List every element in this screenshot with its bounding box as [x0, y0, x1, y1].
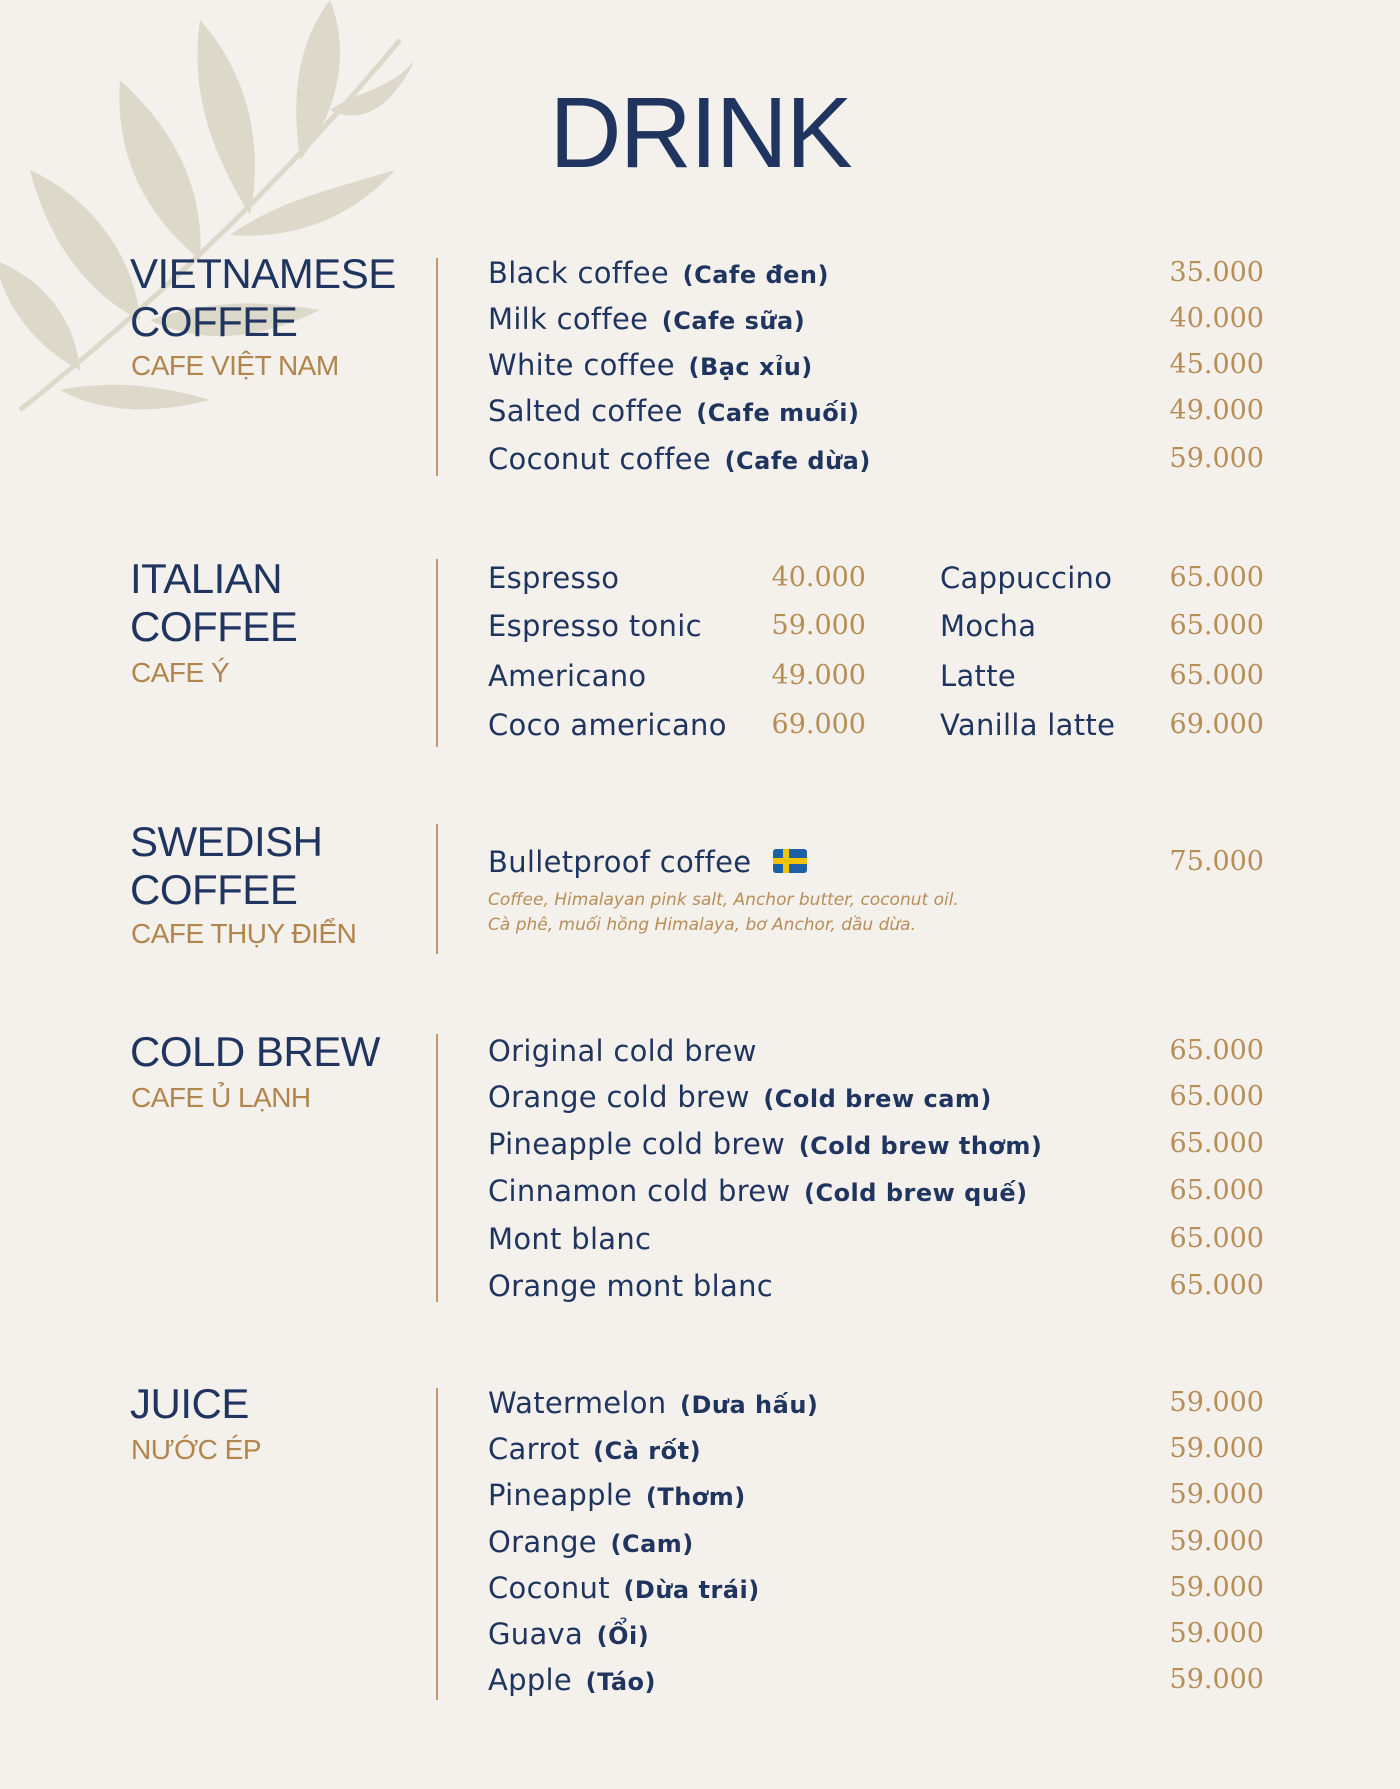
section-title-line: COFFEE [130, 866, 298, 913]
item-price: 65.000 [1169, 1223, 1264, 1254]
item-name: Guava [488, 1617, 584, 1651]
menu-item [488, 839, 1264, 885]
item-name: Milk coffee [488, 302, 649, 336]
item-note: (Cafe dừa) [724, 447, 871, 475]
item-name: Vanilla latte [940, 708, 1116, 742]
item-price: 59.000 [1169, 1526, 1264, 1557]
item-note: (Bạc xỉu) [688, 353, 813, 381]
item-price: 65.000 [1169, 610, 1264, 641]
item-name: Cappuccino [940, 561, 1113, 595]
menu-item [488, 436, 1264, 482]
item-name: Coconut [488, 1571, 610, 1605]
menu-item [488, 1168, 1264, 1214]
item-name: Original cold brew [488, 1034, 757, 1068]
item-price: 65.000 [1169, 660, 1264, 691]
section-subtitle: CAFE Ý [131, 657, 230, 688]
menu-item [940, 555, 1264, 601]
item-price: 45.000 [1169, 349, 1264, 380]
item-price: 69.000 [771, 709, 866, 740]
item-note: (Cold brew quế) [803, 1179, 1028, 1207]
item-note: (Dừa trái) [623, 1576, 760, 1604]
item-price: 59.000 [1169, 1387, 1264, 1418]
section-divider [436, 1034, 438, 1302]
item-price: 49.000 [1169, 395, 1264, 426]
item-price: 69.000 [1169, 709, 1264, 740]
menu-item [488, 1216, 1264, 1262]
menu-item [488, 1121, 1264, 1167]
item-price: 65.000 [1169, 562, 1264, 593]
section-title-line: JUICE [130, 1380, 249, 1427]
item-name: Coconut coffee [488, 442, 712, 476]
item-note: (Cam) [610, 1530, 694, 1558]
item-name: Mocha [940, 609, 1037, 643]
section-title-line: COFFEE [130, 603, 298, 650]
item-note: (Cafe muối) [696, 399, 860, 427]
menu-item [488, 250, 1264, 296]
menu-item [488, 1472, 1264, 1518]
item-name: Coco americano [488, 708, 727, 742]
item-name: Apple [488, 1663, 573, 1697]
section-title-line: COLD BREW [130, 1028, 380, 1075]
menu-item [488, 555, 866, 601]
section-title-line: VIETNAMESE [130, 250, 396, 297]
menu-item [488, 1426, 1264, 1472]
menu-item [488, 388, 1264, 434]
item-name: Orange mont blanc [488, 1269, 773, 1303]
item-note: (Cafe sữa) [661, 307, 806, 335]
section-title [130, 818, 323, 914]
section-title-line: ITALIAN [130, 555, 283, 602]
item-price: 35.000 [1169, 257, 1264, 288]
item-name: Americano [488, 659, 647, 693]
item-name: White coffee [488, 348, 675, 382]
menu-item [488, 1028, 1264, 1074]
menu-item [488, 653, 866, 699]
item-note: (Cà rốt) [593, 1437, 702, 1465]
menu-item [488, 342, 1264, 388]
item-description-vi: Cà phê, muối hồng Himalaya, bơ Anchor, dầu dừa. [488, 915, 916, 935]
item-name: Espresso [488, 561, 620, 595]
menu-item [488, 1380, 1264, 1426]
item-name: Salted coffee [488, 394, 683, 428]
item-note: (Cafe đen) [682, 261, 829, 289]
menu-item [940, 653, 1264, 699]
section-subtitle: CAFE Ủ LẠNH [131, 1082, 311, 1113]
menu-item [488, 296, 1264, 342]
item-price: 49.000 [771, 660, 866, 691]
menu-item [488, 1657, 1264, 1703]
item-description-en: Coffee, Himalayan pink salt, Anchor butter, coconut oil. [488, 890, 959, 910]
item-name: Orange [488, 1525, 597, 1559]
item-price: 59.000 [771, 610, 866, 641]
section-divider [436, 559, 438, 747]
menu-item [488, 1519, 1264, 1565]
menu-item [940, 702, 1264, 748]
item-price: 65.000 [1169, 1128, 1264, 1159]
item-name: Pineapple [488, 1478, 633, 1512]
item-price: 40.000 [1169, 303, 1264, 334]
section-title-line: SWEDISH [130, 818, 323, 865]
section-title [130, 1028, 380, 1076]
menu-item [488, 1611, 1264, 1657]
section-subtitle: NƯỚC ÉP [131, 1434, 261, 1465]
item-price: 75.000 [1169, 846, 1264, 877]
item-name: Bulletproof coffee [488, 845, 752, 879]
item-name: Cinnamon cold brew [488, 1174, 791, 1208]
menu-item [488, 603, 866, 649]
menu-item [488, 1263, 1264, 1309]
menu-item [940, 603, 1264, 649]
item-price: 59.000 [1169, 1433, 1264, 1464]
item-name: Mont blanc [488, 1222, 652, 1256]
menu-item [488, 702, 866, 748]
item-price: 59.000 [1169, 1618, 1264, 1649]
section-title [130, 1380, 249, 1428]
section-subtitle: CAFE VIỆT NAM [131, 350, 339, 381]
item-name: Black coffee [488, 256, 670, 290]
item-price: 59.000 [1169, 1664, 1264, 1695]
section-divider [436, 824, 438, 954]
item-note: (Thơm) [645, 1483, 746, 1511]
section-subtitle: CAFE THỤY ĐIỂN [131, 918, 357, 949]
menu-item [488, 1565, 1264, 1611]
item-price: 59.000 [1169, 443, 1264, 474]
item-name: Latte [940, 659, 1017, 693]
item-price: 65.000 [1169, 1081, 1264, 1112]
item-name: Carrot [488, 1432, 580, 1466]
item-price: 65.000 [1169, 1270, 1264, 1301]
item-note: (Cold brew cam) [763, 1085, 992, 1113]
item-name: Watermelon [488, 1386, 667, 1420]
section-divider [436, 1388, 438, 1700]
swedish-flag-icon [773, 849, 807, 873]
section-title [130, 555, 297, 651]
item-name: Pineapple cold brew [488, 1127, 786, 1161]
page-title: DRINK [549, 77, 851, 189]
section-title [130, 250, 396, 346]
menu-item [488, 1074, 1264, 1120]
section-title-line: COFFEE [130, 298, 298, 345]
item-name: Orange cold brew [488, 1080, 750, 1114]
item-price: 65.000 [1169, 1175, 1264, 1206]
item-price: 40.000 [771, 562, 866, 593]
item-description [488, 888, 959, 938]
item-name: Espresso tonic [488, 609, 702, 643]
item-note: (Táo) [585, 1668, 656, 1696]
item-price: 65.000 [1169, 1035, 1264, 1066]
item-note: (Dưa hấu) [680, 1391, 819, 1419]
item-price: 59.000 [1169, 1572, 1264, 1603]
section-divider [436, 258, 438, 476]
item-price: 59.000 [1169, 1479, 1264, 1510]
item-note: (Ổi) [596, 1622, 650, 1650]
item-note: (Cold brew thơm) [798, 1132, 1043, 1160]
